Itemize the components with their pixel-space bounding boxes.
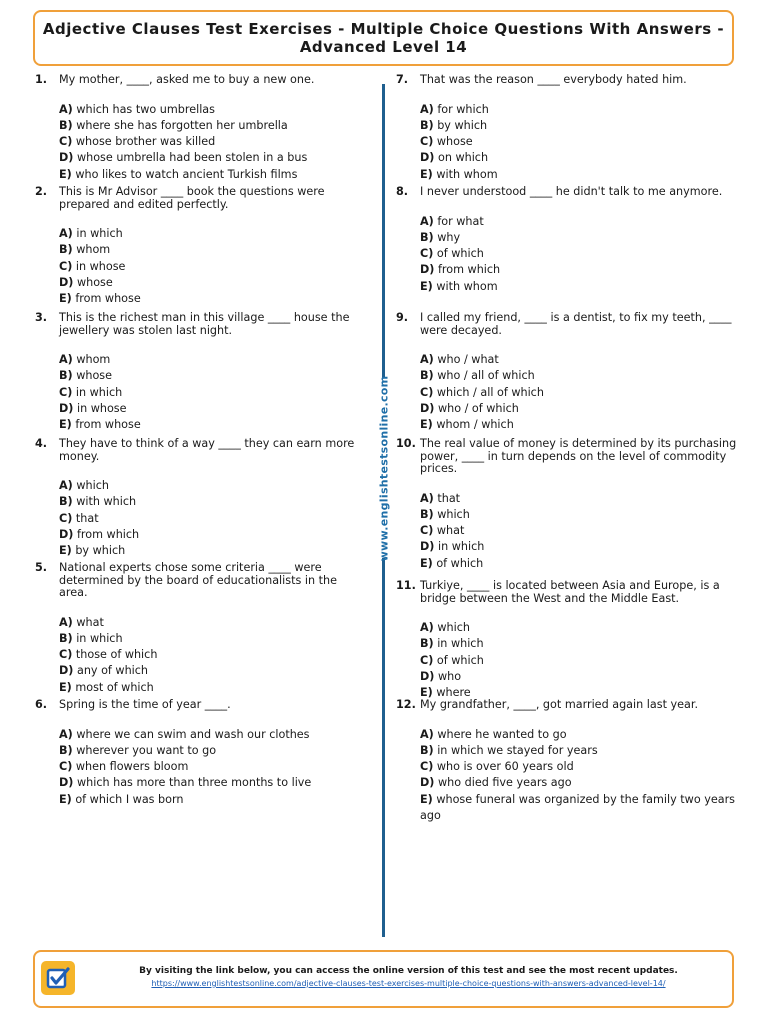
- option-text: by which: [437, 118, 488, 132]
- option-letter: B): [420, 637, 434, 651]
- answer-option[interactable]: [59, 259, 365, 275]
- question: [396, 438, 741, 476]
- question-block: [35, 699, 365, 808]
- answer-option[interactable]: [420, 523, 741, 539]
- option-text: of which: [436, 556, 484, 570]
- option-letter: B): [59, 743, 73, 757]
- option-text: from which: [76, 527, 140, 541]
- question-block: [35, 74, 365, 183]
- option-text: what: [76, 615, 104, 629]
- answer-option[interactable]: [420, 102, 741, 118]
- option-text: whose: [76, 275, 113, 289]
- answer-option[interactable]: [420, 385, 741, 401]
- question-block: [35, 186, 365, 307]
- option-letter: C): [420, 760, 434, 774]
- option-letter: C): [420, 247, 434, 261]
- option-text: who died five years ago: [437, 776, 572, 790]
- option-text: with whom: [436, 279, 498, 293]
- option-text: why: [437, 230, 461, 244]
- answer-option[interactable]: [420, 792, 741, 825]
- option-letter: E): [59, 167, 72, 181]
- question-text: This is the richest man in this village ____ house the jewellery was stolen last night.: [59, 311, 350, 337]
- question: [35, 562, 365, 600]
- option-letter: C): [420, 653, 434, 667]
- option-text: which has more than three months to live: [76, 776, 312, 790]
- answer-option[interactable]: [59, 494, 365, 510]
- answer-option[interactable]: [59, 226, 365, 242]
- answer-option[interactable]: [420, 150, 741, 166]
- question: [35, 699, 365, 712]
- option-letter: B): [420, 369, 434, 383]
- option-text: which: [437, 621, 470, 634]
- question-block: [35, 562, 365, 696]
- option-text: whom / which: [436, 418, 514, 432]
- option-text: for which: [437, 102, 489, 116]
- option-text: where she has forgotten her umbrella: [76, 118, 288, 132]
- option-text: that: [437, 491, 461, 505]
- option-text: of which I was born: [75, 792, 184, 806]
- option-letter: C): [420, 385, 434, 399]
- option-text: who / all of which: [437, 369, 535, 383]
- option-text: who: [437, 669, 462, 683]
- question-block: [396, 580, 741, 701]
- option-letter: C): [420, 135, 434, 149]
- answer-option[interactable]: [59, 102, 365, 118]
- option-text: whom: [76, 353, 111, 366]
- option-letter: E): [420, 556, 433, 570]
- question-number: 8.: [396, 185, 409, 198]
- option-letter: E): [420, 686, 433, 700]
- answer-option[interactable]: [59, 647, 365, 663]
- answer-option[interactable]: [59, 134, 365, 150]
- option-letter: E): [420, 792, 433, 806]
- option-text: who likes to watch ancient Turkish films: [75, 167, 298, 181]
- option-text: any of which: [76, 664, 149, 678]
- option-letter: B): [59, 243, 73, 257]
- question-number: 5.: [35, 561, 48, 574]
- answer-option[interactable]: [420, 539, 741, 555]
- option-letter: D): [420, 669, 435, 683]
- option-letter: E): [59, 680, 72, 694]
- answer-option[interactable]: [59, 118, 365, 134]
- option-text: with whom: [436, 167, 498, 181]
- question: [396, 699, 741, 712]
- footer-notice: By visiting the link below, you can access the online version of this test and see the most recent updates.: [139, 966, 678, 976]
- option-letter: B): [59, 631, 73, 645]
- answer-option[interactable]: [420, 669, 741, 685]
- option-letter: A): [59, 479, 73, 492]
- answer-option[interactable]: [59, 275, 365, 291]
- question-block: [35, 312, 365, 433]
- option-letter: A): [59, 727, 73, 741]
- option-letter: B): [420, 118, 434, 132]
- answer-option[interactable]: [59, 385, 365, 401]
- question: [396, 580, 741, 605]
- option-letter: A): [420, 621, 434, 634]
- question-text: This is Mr Advisor ____ book the questions were prepared and edited perfectly.: [59, 185, 325, 211]
- answer-option[interactable]: [420, 727, 741, 743]
- answer-option[interactable]: [59, 792, 365, 808]
- question: [396, 312, 741, 337]
- answer-option[interactable]: [420, 636, 741, 652]
- question-block: [396, 438, 741, 572]
- page-title-line2: Advanced Level 14: [299, 38, 468, 56]
- option-letter: A): [420, 727, 434, 741]
- answer-option[interactable]: [420, 491, 741, 507]
- option-text: when flowers bloom: [75, 760, 189, 774]
- answer-option[interactable]: [59, 727, 365, 743]
- option-text: which: [76, 479, 109, 492]
- question-text: My grandfather, ____, got married again last year.: [420, 698, 699, 711]
- page-header: [33, 10, 734, 66]
- option-text: from whose: [75, 418, 141, 432]
- answer-option[interactable]: [59, 631, 365, 647]
- page-title: [43, 20, 724, 56]
- option-text: which: [437, 507, 470, 521]
- question-block: [396, 312, 741, 433]
- question-text: That was the reason ____ everybody hated him.: [420, 73, 687, 86]
- answer-option[interactable]: [59, 401, 365, 417]
- option-text: in which: [437, 637, 484, 651]
- option-letter: B): [59, 118, 73, 132]
- option-letter: D): [59, 776, 74, 790]
- option-letter: D): [59, 401, 74, 415]
- option-letter: D): [59, 527, 74, 541]
- answer-option[interactable]: [420, 401, 741, 417]
- site-url-vertical: www.englishtestsonline.com: [377, 375, 391, 561]
- answer-option[interactable]: [59, 291, 365, 307]
- question-number: 11.: [396, 579, 416, 592]
- question-text: I never understood ____ he didn't talk to me anymore.: [420, 185, 723, 198]
- option-letter: B): [420, 507, 434, 521]
- option-letter: D): [59, 275, 74, 289]
- answer-option[interactable]: [420, 775, 741, 791]
- option-text: who / of which: [437, 401, 519, 415]
- answer-option[interactable]: [59, 775, 365, 791]
- answer-option[interactable]: [59, 663, 365, 679]
- option-letter: E): [59, 418, 72, 432]
- option-text: most of which: [75, 680, 154, 694]
- answer-option[interactable]: [420, 507, 741, 523]
- option-text: of which: [436, 247, 484, 261]
- option-text: whose funeral was organized by the family two years ago: [420, 792, 736, 822]
- option-text: in which we stayed for years: [437, 743, 598, 757]
- option-letter: C): [59, 648, 73, 662]
- answer-option[interactable]: [420, 118, 741, 134]
- option-letter: A): [59, 615, 73, 629]
- option-text: in which: [76, 631, 123, 645]
- option-letter: E): [59, 292, 72, 306]
- option-letter: A): [59, 227, 73, 240]
- answer-option[interactable]: [59, 543, 365, 559]
- option-text: in which: [76, 227, 123, 240]
- option-letter: E): [420, 418, 433, 432]
- answer-options: [59, 478, 365, 559]
- question: [35, 312, 365, 337]
- option-letter: C): [59, 135, 73, 149]
- question-number: 9.: [396, 311, 409, 324]
- option-text: those of which: [75, 648, 158, 662]
- option-text: whose umbrella had been stolen in a bus: [76, 151, 308, 165]
- question-number: 4.: [35, 437, 48, 450]
- option-text: who / what: [437, 353, 499, 366]
- question: [35, 186, 365, 211]
- answer-option[interactable]: [420, 653, 741, 669]
- option-letter: A): [59, 353, 73, 366]
- question-text: National experts chose some criteria ____ were determined by the board of educationalists in the area.: [59, 561, 337, 599]
- answer-option[interactable]: [420, 246, 741, 262]
- answer-options: [420, 102, 741, 183]
- option-text: whose brother was killed: [75, 135, 216, 149]
- answer-option[interactable]: [420, 417, 741, 433]
- option-text: wherever you want to go: [76, 743, 217, 757]
- answer-options: [420, 620, 741, 701]
- option-text: in whose: [76, 401, 127, 415]
- question-block: [396, 186, 741, 295]
- answer-option[interactable]: [59, 417, 365, 433]
- option-letter: C): [59, 385, 73, 399]
- option-text: who is over 60 years old: [436, 760, 574, 774]
- checkbox-check-icon: [41, 961, 75, 995]
- page-title-line1: Adjective Clauses Test Exercises - Multiple Choice Questions With Answers -: [42, 20, 725, 38]
- answer-option[interactable]: [420, 230, 741, 246]
- question-number: 12.: [396, 698, 416, 711]
- question-number: 1.: [35, 73, 48, 86]
- option-text: in which: [437, 540, 485, 554]
- option-text: where: [436, 686, 471, 700]
- answer-option[interactable]: [420, 743, 741, 759]
- option-text: whose: [436, 135, 473, 149]
- option-text: where he wanted to go: [437, 727, 567, 741]
- question-text: They have to think of a way ____ they can earn more money.: [59, 437, 355, 463]
- option-text: by which: [75, 544, 126, 558]
- question-number: 7.: [396, 73, 409, 86]
- answer-options: [59, 727, 365, 808]
- option-letter: E): [59, 792, 72, 806]
- answer-option[interactable]: [420, 368, 741, 384]
- option-letter: B): [420, 743, 434, 757]
- question-number: 3.: [35, 311, 48, 324]
- option-letter: E): [420, 167, 433, 181]
- answer-option[interactable]: [420, 556, 741, 572]
- option-letter: E): [420, 279, 433, 293]
- option-letter: B): [59, 495, 73, 509]
- question-number: 6.: [35, 698, 48, 711]
- answer-option[interactable]: [59, 242, 365, 258]
- answer-option[interactable]: [59, 743, 365, 759]
- option-text: whose: [76, 369, 112, 383]
- option-letter: E): [59, 544, 72, 558]
- option-text: what: [436, 524, 465, 538]
- option-text: which / all of which: [436, 385, 544, 399]
- answer-option[interactable]: [59, 680, 365, 696]
- option-letter: D): [420, 263, 435, 277]
- question-number: 10.: [396, 437, 416, 450]
- answer-option[interactable]: [420, 352, 741, 368]
- answer-option[interactable]: [420, 262, 741, 278]
- answer-option[interactable]: [420, 759, 741, 775]
- question-block: [35, 438, 365, 559]
- answer-option[interactable]: [59, 150, 365, 166]
- question: [396, 186, 741, 199]
- option-letter: D): [59, 151, 74, 165]
- option-text: from whose: [75, 292, 141, 306]
- option-text: from which: [437, 263, 501, 277]
- option-text: with which: [76, 495, 137, 509]
- answer-option[interactable]: [59, 615, 365, 631]
- question-text: The real value of money is determined by its purchasing power, ____ in turn depends on the level of commodity prices.: [420, 437, 737, 475]
- answer-option[interactable]: [420, 134, 741, 150]
- question-block: [396, 74, 741, 183]
- question-text: Spring is the time of year ____.: [59, 698, 231, 711]
- vertical-site-label: [374, 375, 394, 561]
- footer: [33, 950, 734, 1008]
- answer-options: [420, 491, 741, 572]
- answer-options: [420, 727, 741, 825]
- question: [35, 74, 365, 87]
- option-letter: C): [59, 259, 73, 273]
- answer-options: [59, 615, 365, 696]
- footer-link[interactable]: https://www.englishtestsonline.com/adjective-clauses-test-exercises-multiple-choice-questions-with-answers-advanced-level-14/: [151, 979, 666, 988]
- question-text: Turkiye, ____ is located between Asia and Europe, is a bridge between the West and the Middle East.: [420, 579, 720, 605]
- answer-option[interactable]: [420, 214, 741, 230]
- option-letter: C): [420, 524, 434, 538]
- answer-option[interactable]: [59, 511, 365, 527]
- option-letter: A): [420, 214, 434, 228]
- option-letter: A): [59, 102, 73, 116]
- option-text: of which: [436, 653, 484, 667]
- answer-options: [59, 352, 365, 433]
- option-letter: A): [420, 102, 434, 116]
- answer-option[interactable]: [59, 352, 365, 368]
- option-letter: D): [420, 540, 435, 554]
- option-letter: B): [59, 369, 73, 383]
- option-letter: D): [59, 664, 74, 678]
- answer-option[interactable]: [59, 759, 365, 775]
- option-letter: B): [420, 230, 434, 244]
- answer-options: [420, 214, 741, 295]
- option-text: in whose: [75, 259, 126, 273]
- answer-options: [420, 352, 741, 433]
- question: [396, 74, 741, 87]
- answer-options: [59, 226, 365, 307]
- answer-option[interactable]: [420, 620, 741, 636]
- answer-options: [59, 102, 365, 183]
- answer-option[interactable]: [59, 478, 365, 494]
- option-letter: C): [59, 760, 73, 774]
- question-text: I called my friend, ____ is a dentist, to fix my teeth, ____ were decayed.: [420, 311, 732, 337]
- question-block: [396, 699, 741, 824]
- answer-option[interactable]: [59, 527, 365, 543]
- answer-option[interactable]: [59, 167, 365, 183]
- option-letter: A): [420, 491, 434, 505]
- option-text: for what: [437, 214, 484, 228]
- option-letter: A): [420, 353, 434, 366]
- option-letter: D): [420, 776, 435, 790]
- question-text: My mother, ____, asked me to buy a new one.: [59, 73, 315, 86]
- answer-option[interactable]: [59, 368, 365, 384]
- option-text: on which: [437, 151, 489, 165]
- option-letter: D): [420, 151, 435, 165]
- question: [35, 438, 365, 463]
- option-text: that: [75, 511, 99, 525]
- option-text: in which: [75, 385, 123, 399]
- answer-option[interactable]: [420, 167, 741, 183]
- option-letter: C): [59, 511, 73, 525]
- answer-option[interactable]: [420, 279, 741, 295]
- option-text: whom: [76, 243, 111, 257]
- question-number: 2.: [35, 185, 48, 198]
- option-letter: D): [420, 401, 435, 415]
- option-text: where we can swim and wash our clothes: [76, 727, 310, 741]
- option-text: which has two umbrellas: [76, 102, 215, 116]
